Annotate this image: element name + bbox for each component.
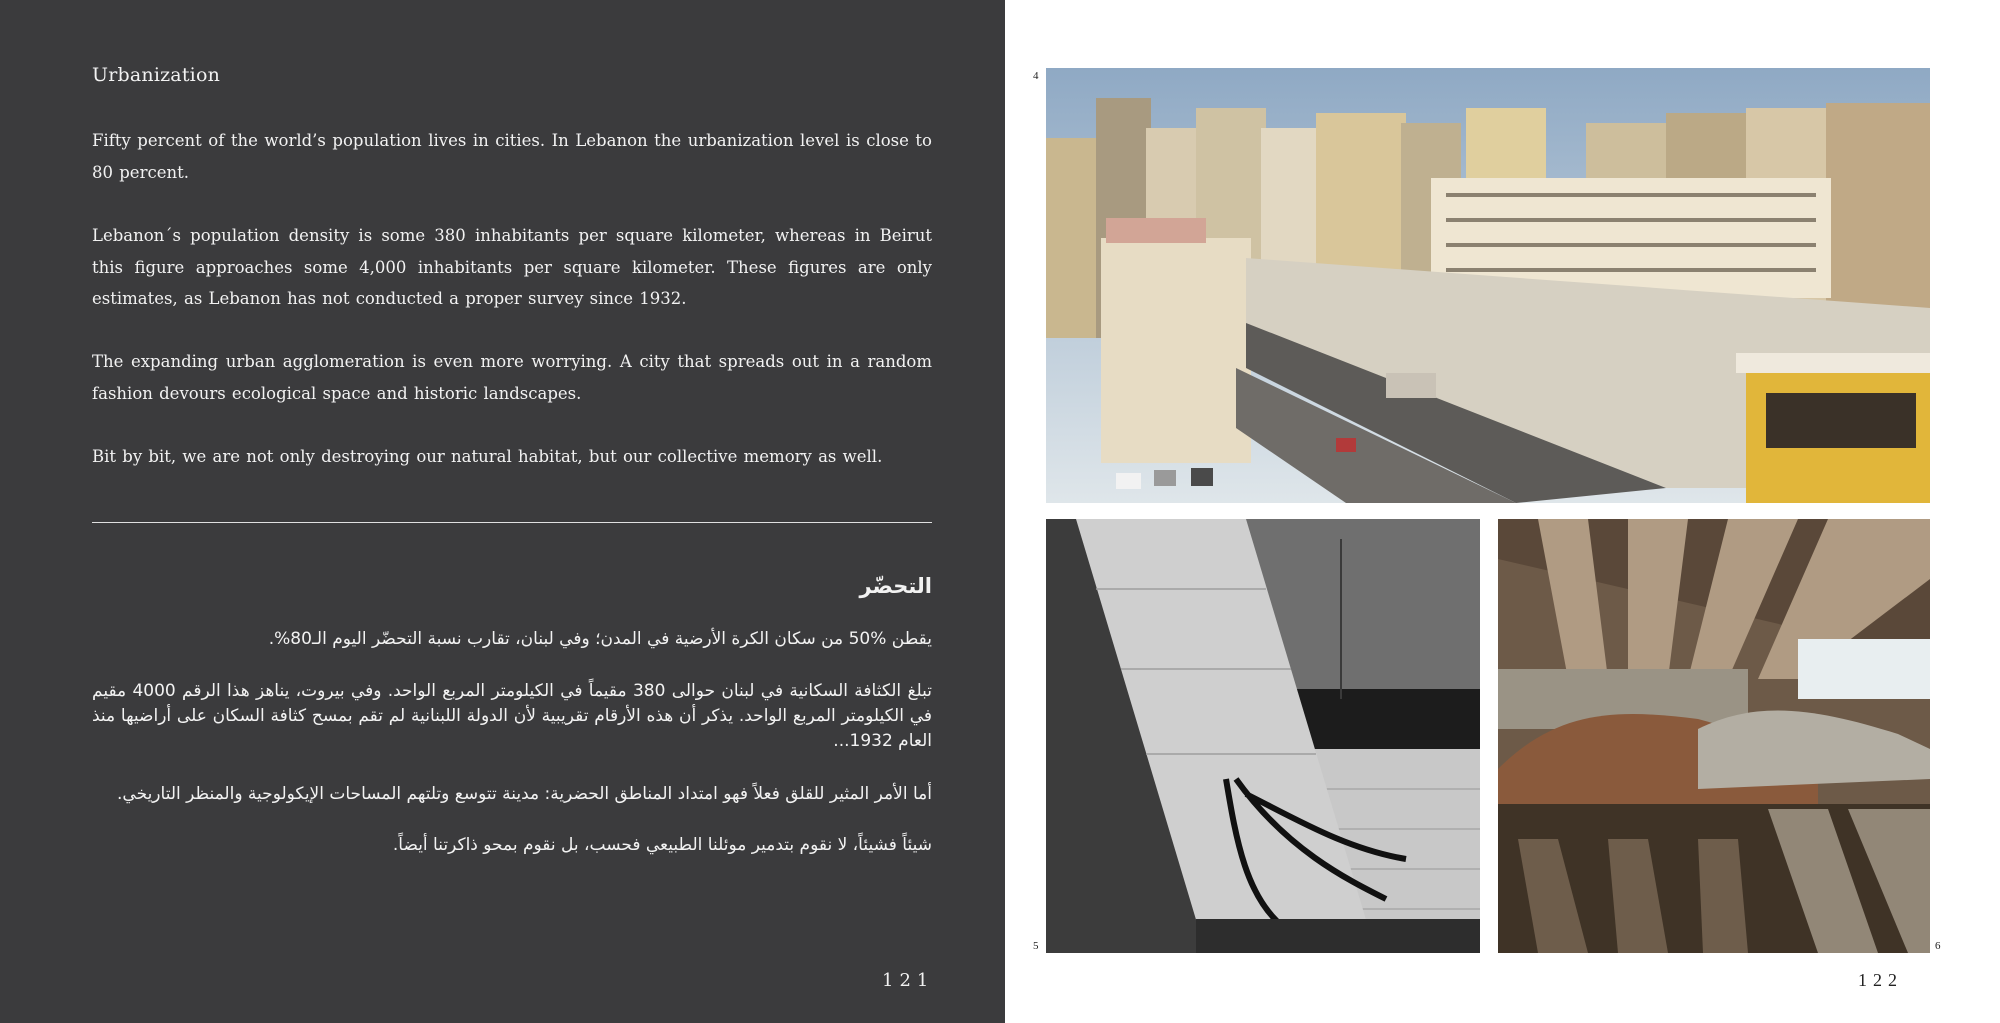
english-paragraph-2: Lebanon´s population density is some 380 inhabitants per square kilometer, whereas in Beirut this figure approaches some 4,000 inhabitants per square kilometer. These figures are only estimates, as Lebanon has not conducted a proper survey since 1932. xyxy=(92,226,932,308)
figure-number-6: 6 xyxy=(1935,940,1941,952)
page-number-right: 122 xyxy=(1858,970,1903,990)
photo-under-bridge xyxy=(1498,519,1930,953)
english-section-title: Urbanization xyxy=(92,64,221,86)
page-number-left: 121 xyxy=(882,970,935,991)
english-paragraph-3: The expanding urban agglomeration is even more worrying. A city that spreads out in a random fashion devours ecological space and historic landscapes. xyxy=(92,352,932,403)
arabic-section-title: التحضّر xyxy=(859,574,932,598)
figure-number-4: 4 xyxy=(1033,70,1039,82)
section-divider xyxy=(92,522,932,523)
arabic-paragraph-1: يقطن %50 من سكان الكرة الأرضية في المدن؛ وفي لبنان، تقارب نسبة التحضّر اليوم الـ80%. xyxy=(268,629,932,649)
photo-city-panorama xyxy=(1046,68,1930,503)
arabic-paragraph-4: شيئاً فشيئاً، لا نقوم بتدمير موئلنا الطبيعي فحسب، بل نقوم بمحو ذاكرتنا أيضاً. xyxy=(392,835,932,855)
english-paragraph-1: Fifty percent of the world’s population lives in cities. In Lebanon the urbanization level is close to 80 percent. xyxy=(92,131,932,182)
photo-concrete-pillar xyxy=(1046,519,1480,953)
arabic-paragraph-3: أما الأمر المثير للقلق فعلاً فهو امتداد المناطق الحضرية: مدينة تتوسع وتلتهم المساحات الإيكولوجية والمنظر التاريخي. xyxy=(117,784,932,804)
arabic-paragraph-2: تبلغ الكثافة السكانية في لبنان حوالى 380 مقيماً في الكيلومتر المربع الواحد. وفي بيروت، يناهز هذا الرقم 4000 مقيم في الكيلومتر المربع الواحد. يذكر أن هذه الأرقام تقريبية لأن الدولة اللبنانية لم تقم بمسح كثافة السكان على أراضيها منذ العام 1932... xyxy=(92,681,932,751)
figure-number-5: 5 xyxy=(1033,940,1039,952)
english-paragraph-4: Bit by bit, we are not only destroying our natural habitat, but our collective memory as well. xyxy=(92,447,883,466)
